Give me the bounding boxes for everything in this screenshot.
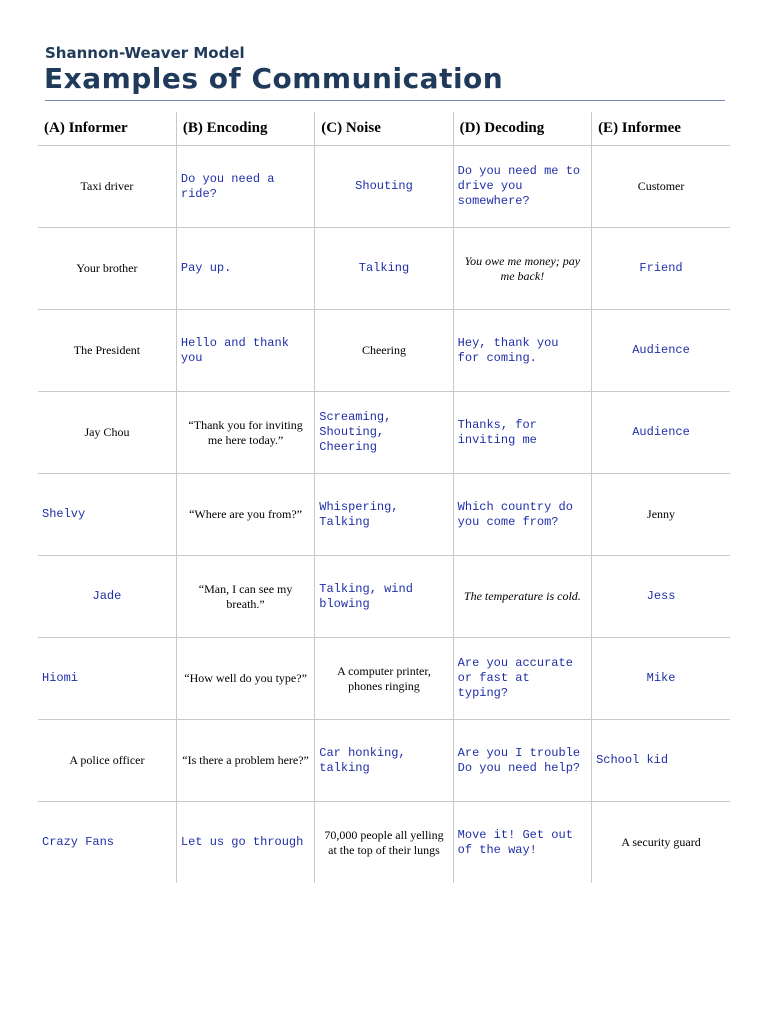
noise-cell: Talking	[315, 228, 453, 310]
noise-cell: Cheering	[315, 310, 453, 392]
encoding-cell: “Is there a problem here?”	[176, 720, 314, 802]
noise-cell: Talking, wind blowing	[315, 556, 453, 638]
decoding-cell: You owe me money; pay me back!	[453, 228, 591, 310]
noise-cell: A computer printer, phones ringing	[315, 638, 453, 720]
communication-table	[38, 112, 730, 883]
table-row	[38, 146, 730, 228]
noise-cell: Whispering, Talking	[315, 474, 453, 556]
informer-cell: Shelvy	[38, 474, 176, 556]
informee-cell: Mike	[592, 638, 730, 720]
column-header-informee: (E) Informee	[592, 112, 730, 146]
decoding-cell: Are you accurate or fast at typing?	[453, 638, 591, 720]
column-header-decoding: (D) Decoding	[453, 112, 591, 146]
decoding-cell: Move it! Get out of the way!	[453, 802, 591, 884]
informer-cell: The President	[38, 310, 176, 392]
column-header-noise: (C) Noise	[315, 112, 453, 146]
decoding-cell: Thanks, for inviting me	[453, 392, 591, 474]
noise-cell: Shouting	[315, 146, 453, 228]
table-row	[38, 638, 730, 720]
table-row	[38, 474, 730, 556]
encoding-cell: Let us go through	[176, 802, 314, 884]
informee-cell: A security guard	[592, 802, 730, 884]
decoding-cell: Hey, thank you for coming.	[453, 310, 591, 392]
table-row	[38, 392, 730, 474]
decoding-cell: The temperature is cold.	[453, 556, 591, 638]
encoding-cell: “Where are you from?”	[176, 474, 314, 556]
table-row	[38, 720, 730, 802]
informee-cell: Audience	[592, 392, 730, 474]
decoding-cell: Which country do you come from?	[453, 474, 591, 556]
header-row	[38, 112, 730, 146]
noise-cell: Screaming, Shouting, Cheering	[315, 392, 453, 474]
informer-cell: A police officer	[38, 720, 176, 802]
subtitle: Shannon-Weaver Model	[45, 44, 245, 62]
encoding-cell: Hello and thank you	[176, 310, 314, 392]
table-row	[38, 310, 730, 392]
decoding-cell: Are you I trouble Do you need help?	[453, 720, 591, 802]
decoding-cell: Do you need me to drive you somewhere?	[453, 146, 591, 228]
informer-cell: Taxi driver	[38, 146, 176, 228]
informer-cell: Jade	[38, 556, 176, 638]
noise-cell: Car honking, talking	[315, 720, 453, 802]
table-row	[38, 556, 730, 638]
informer-cell: Your brother	[38, 228, 176, 310]
column-header-encoding: (B) Encoding	[176, 112, 314, 146]
encoding-cell: “Man, I can see my breath.”	[176, 556, 314, 638]
page-title: Examples of Communication	[44, 62, 504, 95]
informer-cell: Jay Chou	[38, 392, 176, 474]
encoding-cell: “How well do you type?”	[176, 638, 314, 720]
table-row	[38, 228, 730, 310]
column-header-informer: (A) Informer	[38, 112, 176, 146]
informee-cell: Customer	[592, 146, 730, 228]
encoding-cell: Do you need a ride?	[176, 146, 314, 228]
informee-cell: Jenny	[592, 474, 730, 556]
informee-cell: Friend	[592, 228, 730, 310]
informee-cell: School kid	[592, 720, 730, 802]
encoding-cell: “Thank you for inviting me here today.”	[176, 392, 314, 474]
informee-cell: Jess	[592, 556, 730, 638]
informer-cell: Hiomi	[38, 638, 176, 720]
noise-cell: 70,000 people all yelling at the top of their lungs	[315, 802, 453, 884]
table-row	[38, 802, 730, 884]
informer-cell: Crazy Fans	[42, 835, 115, 849]
title-divider	[45, 100, 725, 101]
encoding-cell: Pay up.	[176, 228, 314, 310]
informee-cell: Audience	[592, 310, 730, 392]
